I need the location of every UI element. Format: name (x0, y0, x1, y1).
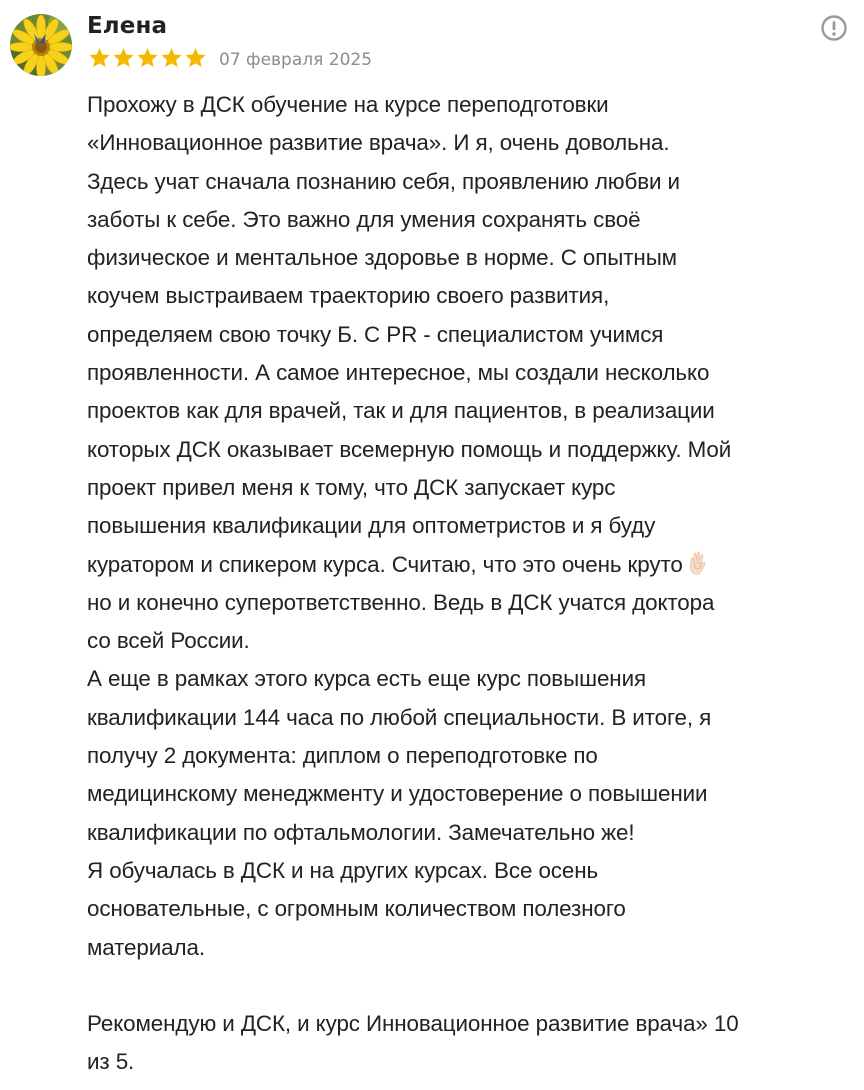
review-text-line: из 5. (87, 1049, 135, 1075)
review-text-line: определяем свою точку Б. С PR - специалистом учимся (87, 321, 664, 347)
review-date: 07 февраля 2025 (219, 50, 373, 70)
author-name[interactable]: Елена (87, 13, 168, 39)
review-text-line: со всей России. (87, 628, 250, 654)
review-text-blank-line (87, 967, 857, 1005)
star-icon (136, 47, 159, 69)
review-text (87, 86, 857, 1082)
review-text-line: но и конечно суперответственно. Ведь в ДСК учатся доктора (87, 589, 715, 615)
ok-hand-icon (688, 551, 708, 575)
review-text-line: проектов как для врачей, так и для пациентов, в реализации (87, 398, 715, 424)
star-icon (88, 47, 111, 69)
review-text-line: Рекомендую и ДСК, и курс Инновационное развитие врача» 10 (87, 1011, 739, 1037)
review-text-line: медицинскому менеджменту и удостоверение о повышении (87, 781, 708, 807)
review-text-line: получу 2 документа: диплом о переподготовке по (87, 743, 598, 769)
review-text-segment: куратором и спикером курса. Считаю, что это очень круто (87, 551, 683, 577)
review-text-line: квалификации 144 часа по любой специальности. В итоге, я (87, 704, 712, 730)
review-text-line: повышения квалификации для оптометристов и я буду (87, 513, 656, 539)
review-text-line: Я обучалась в ДСК и на других курсах. Все осень (87, 857, 599, 883)
review-text-line: проект привел меня к тому, что ДСК запускает курс (87, 474, 616, 500)
review-text-line: заботы к себе. Это важно для умения сохранять своё (87, 206, 641, 232)
review-text-line: которых ДСК оказывает всемерную помощь и поддержку. Мой (87, 436, 732, 462)
review-text-line: А еще в рамках этого курса есть еще курс повышения (87, 666, 646, 692)
review-text-line: проявленности. А самое интересное, мы создали несколько (87, 360, 710, 386)
review-text-line: Прохожу в ДСК обучение на курсе переподготовки (87, 92, 609, 117)
review-text-line: «Инновационное развитие врача». И я, очень довольна. (87, 130, 670, 156)
review-text-line: физическое и ментальное здоровье в норме. С опытным (87, 245, 677, 271)
report-icon (820, 14, 848, 42)
report-button[interactable] (820, 14, 848, 42)
avatar[interactable] (10, 14, 72, 76)
star-icon (112, 47, 135, 69)
rating-stars (88, 47, 207, 69)
review-text-line-with-emoji (87, 546, 857, 584)
review-text-line: квалификации по офтальмологии. Замечательно же! (87, 819, 635, 845)
review-text-line: основательные, с огромным количеством полезного (87, 896, 626, 922)
review-text-line: материала. (87, 934, 205, 960)
sunflower-avatar-image (10, 14, 72, 76)
star-icon (160, 47, 183, 69)
review-text-line: коучем выстраиваем траекторию своего развития, (87, 283, 610, 309)
review-text-line: Здесь учат сначала познанию себя, проявлению любви и (87, 168, 680, 194)
star-icon (184, 47, 207, 69)
